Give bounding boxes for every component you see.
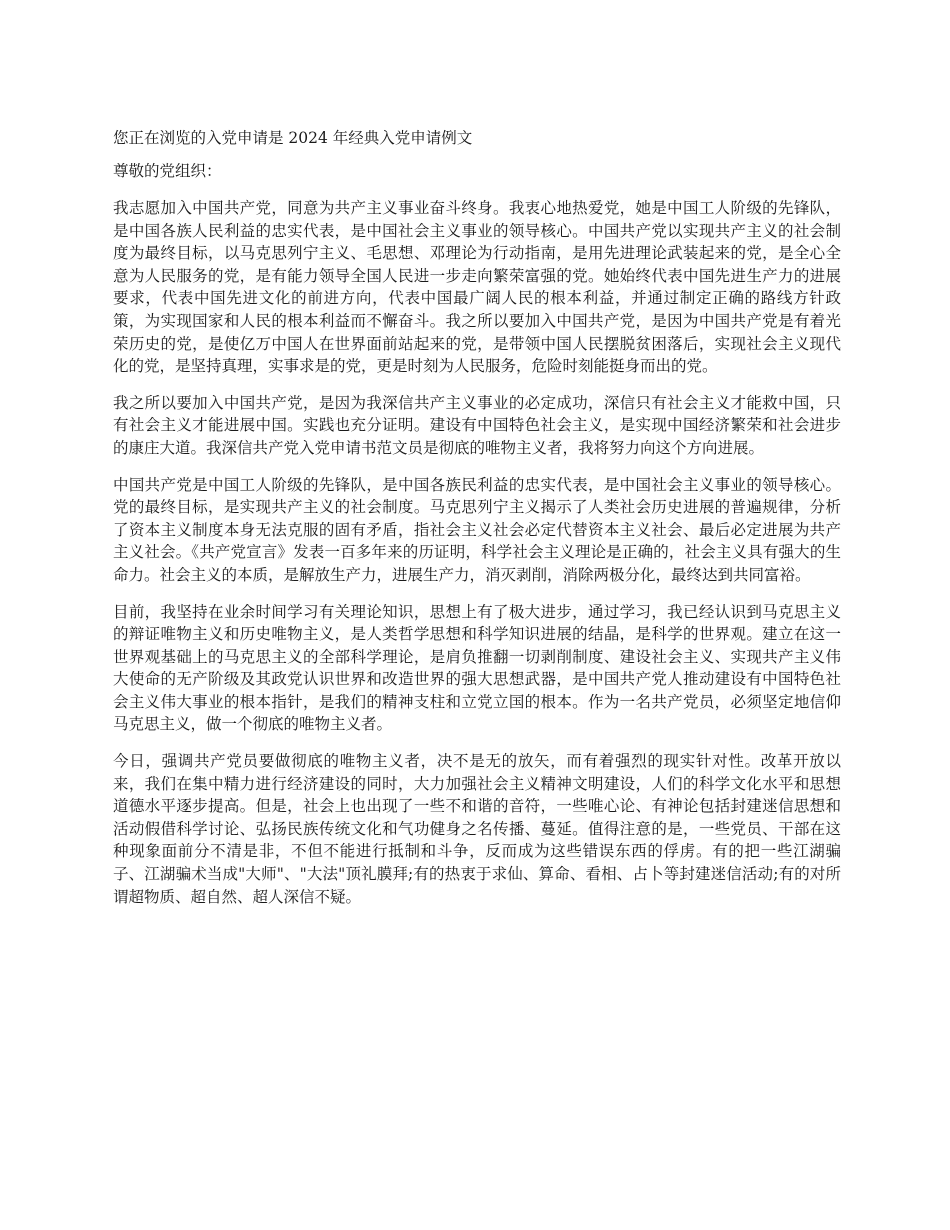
salutation: 尊敬的党组织： [113,162,222,180]
paragraph-2: 我之所以要加入中国共产党，是因为我深信共产主义事业的必定成功，深信只有社会主义才能救中国，只有社会主义才能进展中国。实践也充分证明。建设有中国特色社会主义，是实现中国经济繁荣和社会进步的康庄大道。我深信共产党入党申请书范文员是彻底的唯物主义者，我将努力向这个方向进展。 [113,393,841,457]
intro-line: 您正在浏览的入党申请是 2024 年经典入党申请例文 [113,129,473,147]
paragraph-3: 中国共产党是中国工人阶级的先锋队，是中国各族民利益的忠实代表，是中国社会主义事业的领导核心。党的最终目标，是实现共产主义的社会制度。马克思列宁主义揭示了人类社会历史进展的普遍规律，分析了资本主义制度本身无法克服的固有矛盾，指社会主义社会必定代替资本主义社会、最后必定进展为共产主义社会。《共产党宣言》发表一百多年来的历证明，科学社会主义理论是正确的，社会主义具有强大的生命力。社会主义的本质，是解放生产力，进展生产力，消灭剥削，消除两极分化，最终达到共同富裕。 [113,475,841,584]
paragraph-4: 目前，我坚持在业余时间学习有关理论知识，思想上有了极大进步，通过学习，我已经认识到马克思主义的辩证唯物主义和历史唯物主义，是人类哲学思想和科学知识进展的结晶，是科学的世界观。建立在这一世界观基础上的马克思主义的全部科学理论，是肩负推翻一切剥削制度、建设社会主义、实现共产主义伟大使命的无产阶级及其政党认识世界和改造世界的强大思想武器，是中国共产党人推动建设有中国特色社会主义伟大事业的根本指针，是我们的精神支柱和立党立国的根本。作为一名共产党员，必须坚定地信仰马克思主义，做一个彻底的唯物主义者。 [113,602,841,734]
paragraph-5: 今日，强调共产党员要做彻底的唯物主义者，决不是无的放矢，而有着强烈的现实针对性。改革开放以来，我们在集中精力进行经济建设的同时，大力加强社会主义精神文明建设，人们的科学文化水平和思想道德水平逐步提高。但是，社会上也出现了一些不和谐的音符，一些唯心论、有神论包括封建迷信思想和活动假借科学讨论、弘扬民族传统文化和气功健身之名传播、蔓延。值得注意的是，一些党员、干部在这种现象面前分不清是非，不但不能进行抵制和斗争，反而成为这些错误东西的俘虏。有的把一些江湖骗子、江湖骗术当成"大师"、"大法"顶礼膜拜;有的热衷于求仙、算命、看相、占卜等封建迷信活动;有的对所谓超物质、超自然、超人深信不疑。 [113,752,841,906]
paragraph-1: 我志愿加入中国共产党，同意为共产主义事业奋斗终身。我衷心地热爱党，她是中国工人阶级的先锋队，是中国各族人民利益的忠实代表，是中国社会主义事业的领导核心。中国共产党以实现共产主义的社会制度为最终目标，以马克思列宁主义、毛思想、邓理论为行动指南，是用先进理论武装起来的党，是全心全意为人民服务的党，是有能力领导全国人民进一步走向繁荣富强的党。她始终代表中国先进生产力的进展要求，代表中国先进文化的前进方向，代表中国最广阔人民的根本利益，并通过制定正确的路线方针政策，为实现国家和人民的根本利益而不懈奋斗。我之所以要加入中国共产党，是因为中国共产党是有着光荣历史的党，是使亿万中国人在世界面前站起来的党，是带领中国人民摆脱贫困落后，实现社会主义现代化的党，是坚持真理，实事求是的党，更是时刻为人民服务，危险时刻能挺身而出的党。 [113,199,841,376]
document-page [113,127,841,922]
